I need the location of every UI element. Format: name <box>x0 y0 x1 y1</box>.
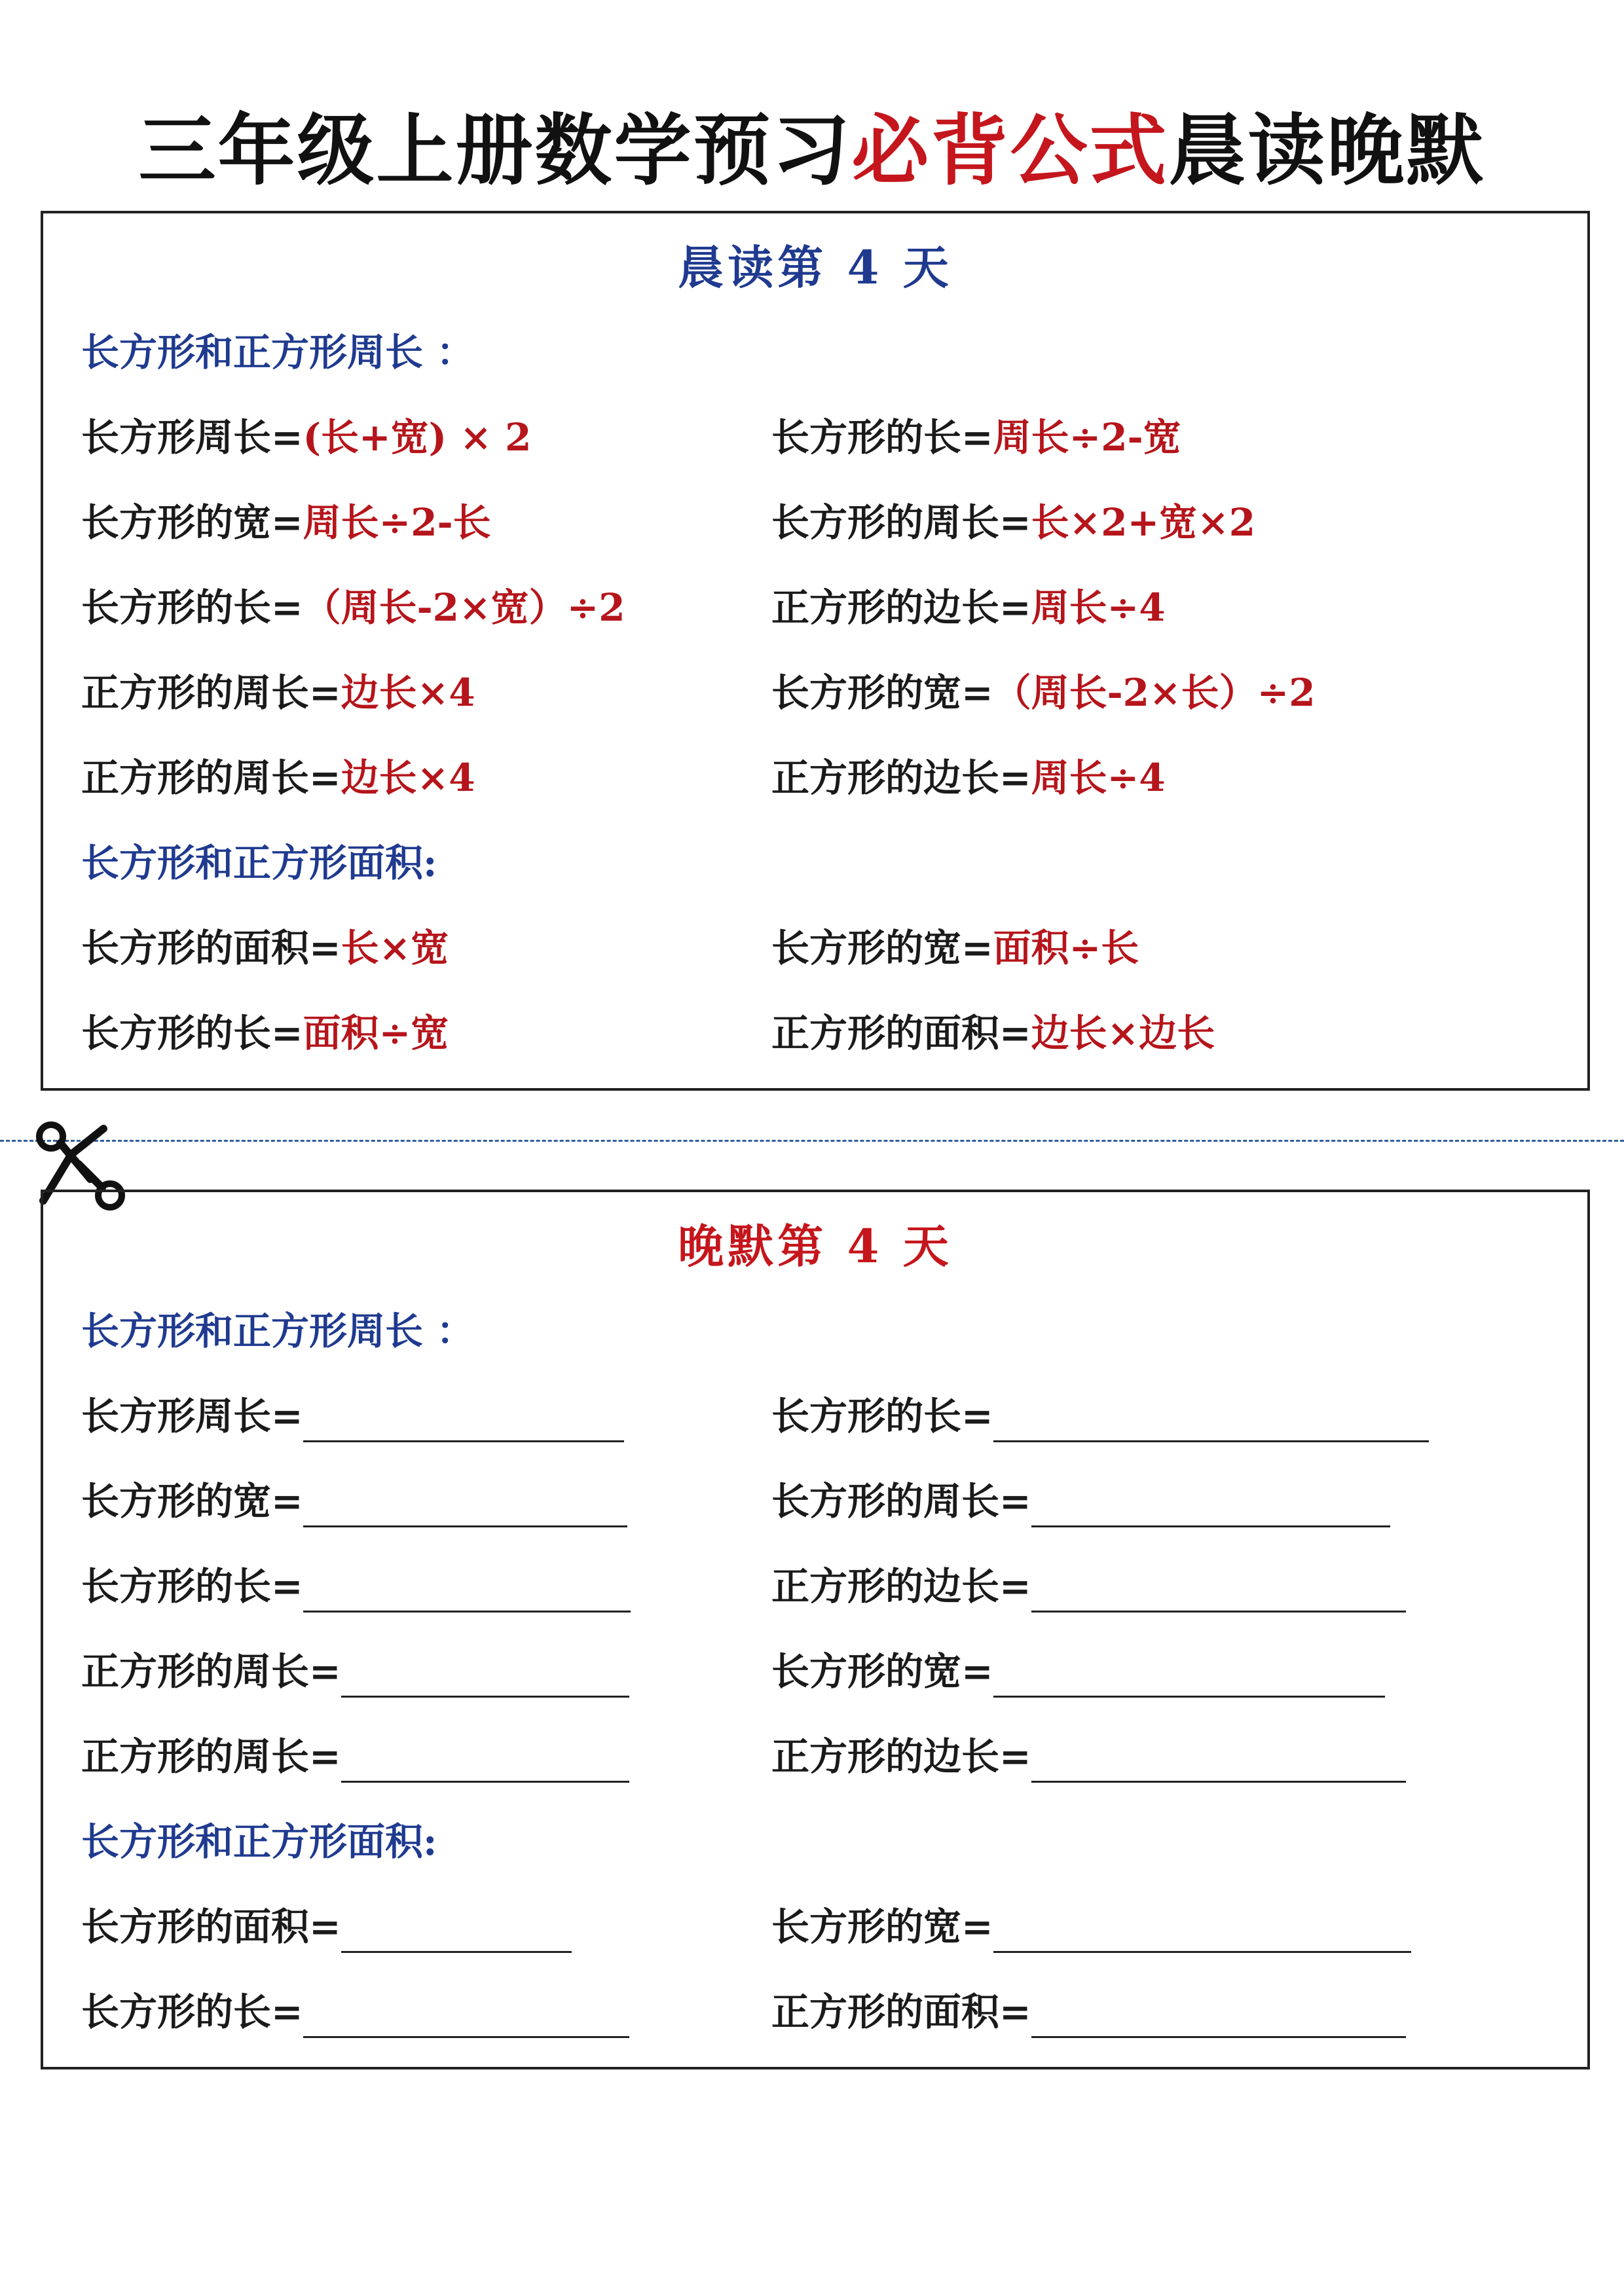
evening-blank-line: 长方形的周长= <box>771 1475 1390 1527</box>
morning-formula: 长方形的面积=长×宽 <box>81 926 449 970</box>
evening-blank-line: 正方形的边长= <box>771 1730 1406 1783</box>
morning-reading-box <box>41 211 1590 1091</box>
morning-formula: 长方形的长=（周长-2×宽）÷2 <box>81 585 625 630</box>
morning-formula: 长方形的周长=长×2+宽×2 <box>771 500 1256 545</box>
evening-blank-line: 长方形的长= <box>81 1560 631 1613</box>
morning-formula: 正方形的周长=边长×4 <box>81 756 475 800</box>
evening-blank-line: 长方形的宽= <box>81 1475 627 1527</box>
evening-blank-line: 长方形的面积= <box>81 1901 572 1953</box>
title-part-2: 必背公式 <box>851 105 1169 196</box>
morning-formula: 正方形的边长=周长÷4 <box>771 585 1166 630</box>
morning-formula: 长方形的宽=周长÷2-长 <box>81 500 491 545</box>
evening-blank-line: 正方形的边长= <box>771 1560 1406 1613</box>
morning-formula: 正方形的边长=周长÷4 <box>771 756 1166 800</box>
answer-blank[interactable] <box>993 1910 1411 1953</box>
answer-blank[interactable] <box>341 1655 629 1698</box>
morning-perimeter-heading: 长方形和正方形周长 ： <box>81 330 475 374</box>
evening-title: 晚默第 4 天 <box>678 1219 953 1273</box>
answer-blank[interactable] <box>303 1485 627 1527</box>
evening-blank-line: 正方形的周长= <box>81 1645 629 1698</box>
morning-formula: 正方形的面积=边长×边长 <box>771 1011 1215 1055</box>
answer-blank[interactable] <box>993 1400 1429 1442</box>
cut-line <box>0 1140 1624 1142</box>
answer-blank[interactable] <box>993 1655 1385 1698</box>
morning-formula: 长方形的宽=（周长-2×长）÷2 <box>771 670 1316 715</box>
evening-blank-line: 长方形的长= <box>81 1986 629 2038</box>
evening-blank-line: 正方形的面积= <box>771 1986 1406 2038</box>
evening-blank-line: 长方形的宽= <box>771 1645 1385 1698</box>
answer-blank[interactable] <box>1031 1485 1390 1527</box>
answer-blank[interactable] <box>341 1740 629 1783</box>
answer-blank[interactable] <box>341 1910 572 1953</box>
evening-recall-box <box>41 1190 1590 2069</box>
answer-blank[interactable] <box>1031 1740 1406 1783</box>
evening-blank-line: 正方形的周长= <box>81 1730 629 1783</box>
evening-blank-line: 长方形的长= <box>771 1390 1429 1442</box>
evening-area-heading: 长方形和正方形面积: <box>81 1819 437 1864</box>
answer-blank[interactable] <box>1031 1995 1406 2038</box>
morning-formula: 长方形周长=(长+宽) × 2 <box>81 415 532 460</box>
morning-formula: 正方形的周长=边长×4 <box>81 670 475 715</box>
evening-perimeter-heading: 长方形和正方形周长 ： <box>81 1309 475 1353</box>
evening-blank-line: 长方形周长= <box>81 1390 624 1442</box>
title-part-1: 三年级上册数学预习 <box>138 105 852 196</box>
morning-title: 晨读第 4 天 <box>678 240 953 295</box>
title-part-3: 晨读晚默 <box>1168 105 1486 196</box>
answer-blank[interactable] <box>303 1400 624 1442</box>
morning-area-heading: 长方形和正方形面积: <box>81 841 437 885</box>
morning-formula: 长方形的长=周长÷2-宽 <box>771 415 1181 460</box>
morning-formula: 长方形的宽=面积÷长 <box>771 926 1139 970</box>
answer-blank[interactable] <box>303 1570 631 1613</box>
evening-blank-line: 长方形的宽= <box>771 1901 1411 1953</box>
answer-blank[interactable] <box>1031 1570 1406 1613</box>
page-title <box>0 101 1624 200</box>
answer-blank[interactable] <box>303 1995 629 2038</box>
morning-formula: 长方形的长=面积÷宽 <box>81 1011 449 1055</box>
